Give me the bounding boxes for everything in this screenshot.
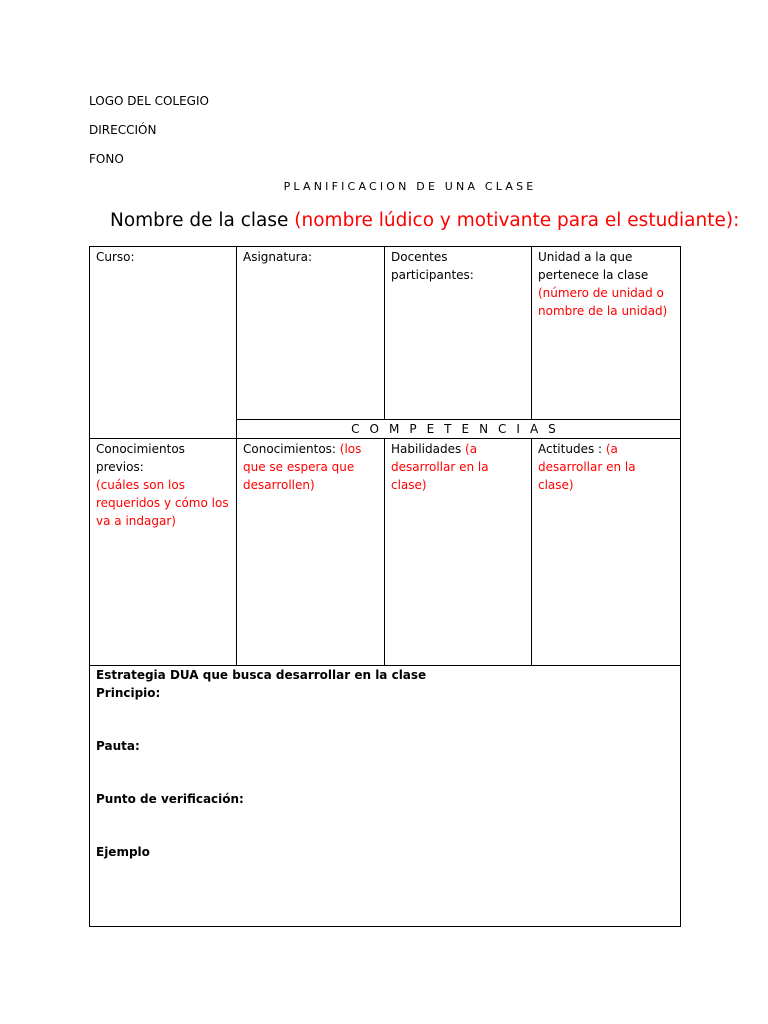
school-logo-placeholder: LOGO DEL COLEGIO (89, 94, 209, 108)
unit-cell (532, 247, 681, 420)
knowledge-cell (237, 439, 385, 666)
prior-knowledge-cell (90, 439, 237, 666)
school-phone: FONO (89, 152, 124, 166)
planning-table (89, 246, 681, 927)
school-address: DIRECCIÓN (89, 123, 157, 137)
class-name-hint: (nombre lúdico y motivante para el estudiante): (294, 210, 740, 231)
attitudes-cell (532, 439, 681, 666)
attitudes-hint: (a desarrollar en la clase) (538, 442, 636, 492)
teachers-label: Docentes participantes: (391, 250, 474, 282)
unit-label: Unidad a la que pertenece la clase (538, 250, 649, 282)
attitudes-label: Actitudes : (538, 442, 606, 456)
prior-knowledge-hint: (cuáles son los requeridos y cómo los va a indagar) (96, 478, 229, 528)
dua-strategy-label: Estrategia DUA que busca desarrollar en la clase (96, 668, 427, 682)
document-title: PLANIFICACION DE UNA CLASE (283, 180, 537, 193)
dua-guideline-label: Pauta: (96, 739, 140, 753)
class-name-field (110, 209, 750, 233)
subject-cell (237, 247, 385, 420)
dua-checkpoint-label: Punto de verificación: (96, 792, 244, 806)
knowledge-hint: (los que se espera que desarrollen) (243, 442, 362, 492)
skills-label: Habilidades (391, 442, 466, 456)
course-label: Curso: (96, 250, 135, 264)
teachers-cell (385, 247, 532, 420)
dua-example-label: Ejemplo (96, 845, 150, 859)
unit-hint: (número de unidad o nombre de la unidad) (538, 286, 668, 318)
skills-hint: (a desarrollar en la clase) (391, 442, 489, 492)
dua-principle-label: Principio: (96, 686, 161, 700)
class-name-label: Nombre de la clase (110, 210, 295, 231)
competencies-header: COMPETENCIAS (237, 420, 681, 439)
dua-strategy-cell (90, 666, 681, 927)
subject-label: Asignatura: (243, 250, 313, 264)
prior-knowledge-label: Conocimientos previos: (96, 442, 185, 474)
skills-cell (385, 439, 532, 666)
knowledge-label: Conocimientos: (243, 442, 340, 456)
course-cell (90, 247, 237, 439)
